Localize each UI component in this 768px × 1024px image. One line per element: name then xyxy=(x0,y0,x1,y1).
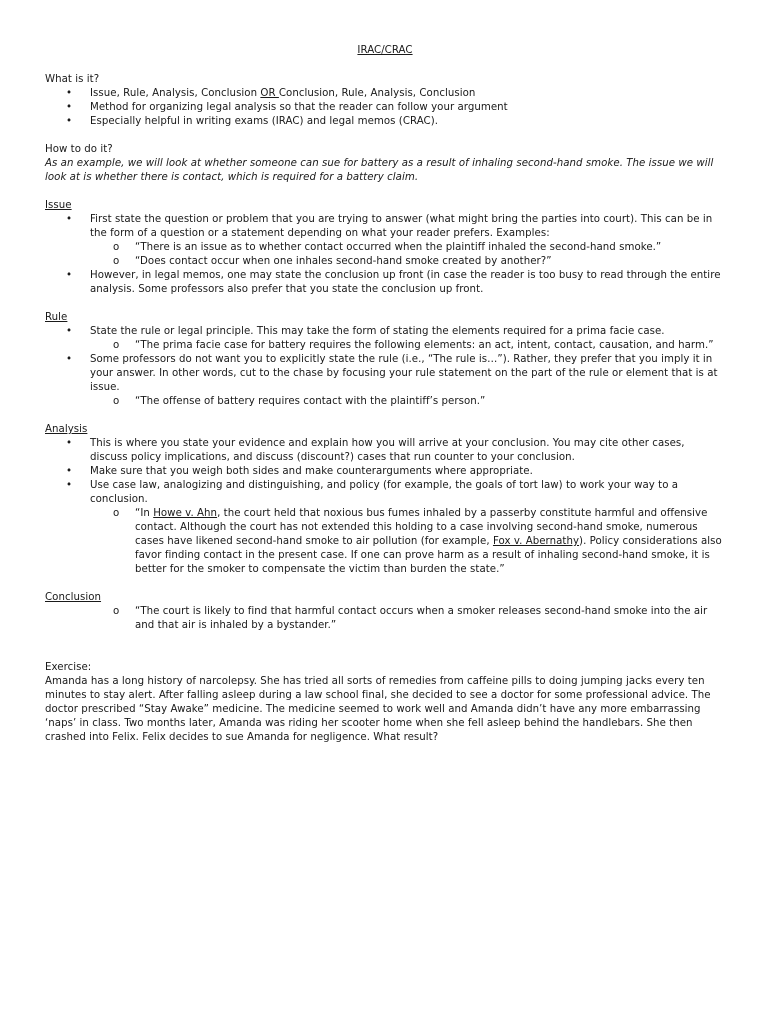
case-name-fox-v-abernathy: Fox v. Abernathy xyxy=(492,536,580,547)
exercise-text: Amanda has a long history of narcolepsy. She has tried all sorts of remedies from caffeine pills to doing jumping jacks every ten minutes to stay alert. After falling asleep during a law school final, she decided to see a doctor for some professional advice. The doctor prescribed “Stay Awake” medicine. The medicine seemed to work well and Amanda didn’t have any more embarrassing ‘naps’ in class. Two months later, Amanda was riding her scooter home when she fell asleep behind the handlebars. She then crashed into Felix. Felix decides to sue Amanda for negligence. What result? xyxy=(45,676,711,743)
list-item: • However, in legal memos, one may state the conclusion up front (in case the reader is too busy to read through the entire analysis. Some professors also prefer that you state the conclusion up front. xyxy=(45,269,725,297)
analysis-heading: Analysis xyxy=(45,424,88,435)
list-item: • Especially helpful in writing exams (IRAC) and legal memos (CRAC). xyxy=(45,115,725,129)
how-heading: How to do it? xyxy=(45,144,113,155)
analysis-sublist xyxy=(90,507,725,577)
issue-sublist xyxy=(90,241,725,269)
list-item-text: First state the question or problem that you are trying to answer (what might bring the parties into court). This can be in the form of a question or a statement depending on what your reader prefers. Examples: xyxy=(90,214,713,239)
exercise-heading: Exercise: xyxy=(45,662,92,673)
list-item xyxy=(45,479,725,577)
rule-sublist xyxy=(90,395,725,409)
what-list xyxy=(45,87,725,129)
conclusion-sub-item: o “The court is likely to find that harmful contact occurs when a smoker releases second-hand smoke into the air and that air is inhaled by a bystander.” xyxy=(45,605,725,633)
sub-list-item xyxy=(90,507,725,577)
list-item: • Make sure that you weigh both sides and make counterarguments where appropriate. xyxy=(45,465,725,479)
list-item: • Method for organizing legal analysis so that the reader can follow your argument xyxy=(45,101,725,115)
sub-text: , the court held that noxious bus fumes inhaled by a passerby constitute harmful and offensive contact. Although the court has not extended this holding to a case involving second-hand smoke, numerous cases have likened second-hand smoke to air pollution (for example, xyxy=(135,508,708,547)
case-name-howe-v-ahn: Howe v. Ahn xyxy=(153,508,218,519)
issue-heading: Issue xyxy=(45,200,72,211)
list-item xyxy=(45,87,725,101)
rule-heading: Rule xyxy=(45,312,68,323)
sub-list-item: o “Does contact occur when one inhales second-hand smoke created by another?” xyxy=(90,255,725,269)
list-item xyxy=(45,213,725,269)
list-item-text: State the rule or legal principle. This may take the form of stating the elements required for a prima facie case. xyxy=(90,326,665,337)
rule-list xyxy=(45,325,725,409)
how-intro: As an example, we will look at whether someone can sue for battery as a result of inhaling second-hand smoke. The issue we will look at is whether there is contact, which is required for a battery claim. xyxy=(45,158,714,183)
list-item xyxy=(45,353,725,409)
conclusion-heading: Conclusion xyxy=(45,592,102,603)
rule-sublist xyxy=(90,339,725,353)
document-page xyxy=(45,44,725,745)
sub-text: ). Policy considerations also favor finding contact in the present case. If one can prove harm as a result of inhaling second-hand smoke, it is better for the smoker to compensate the victim than burden the state.” xyxy=(135,536,722,575)
what-heading: What is it? xyxy=(45,74,100,85)
underlined-or: OR xyxy=(260,88,279,99)
list-item: • This is where you state your evidence and explain how you will arrive at your conclusion. You may cite other cases, discuss policy implications, and discuss (discount?) cases that run counter to your conclusion. xyxy=(45,437,725,465)
list-item-text: Some professors do not want you to explicitly state the rule (i.e., “The rule is…”). Rather, they prefer that you imply it in your answer. In other words, cut to the chase by focusing your rule statement on the part of the rule or element that is at issue. xyxy=(90,354,718,393)
sub-list-item: o “The offense of battery requires contact with the plaintiff’s person.” xyxy=(90,395,725,409)
list-item-text: Issue, Rule, Analysis, Conclusion xyxy=(90,88,261,99)
sub-list-item: o “The prima facie case for battery requires the following elements: an act, intent, contact, causation, and harm.” xyxy=(90,339,725,353)
sub-list-item: o “There is an issue as to whether contact occurred when the plaintiff inhaled the second-hand smoke.” xyxy=(90,241,725,255)
sub-text: “In xyxy=(135,508,154,519)
list-item-text: Use case law, analogizing and distinguishing, and policy (for example, the goals of tort law) to work your way to a conclusion. xyxy=(90,480,679,505)
issue-list xyxy=(45,213,725,297)
list-item xyxy=(45,325,725,353)
list-item-text: Conclusion, Rule, Analysis, Conclusion xyxy=(278,88,476,99)
analysis-list xyxy=(45,437,725,577)
page-title: IRAC/CRAC xyxy=(357,45,413,56)
